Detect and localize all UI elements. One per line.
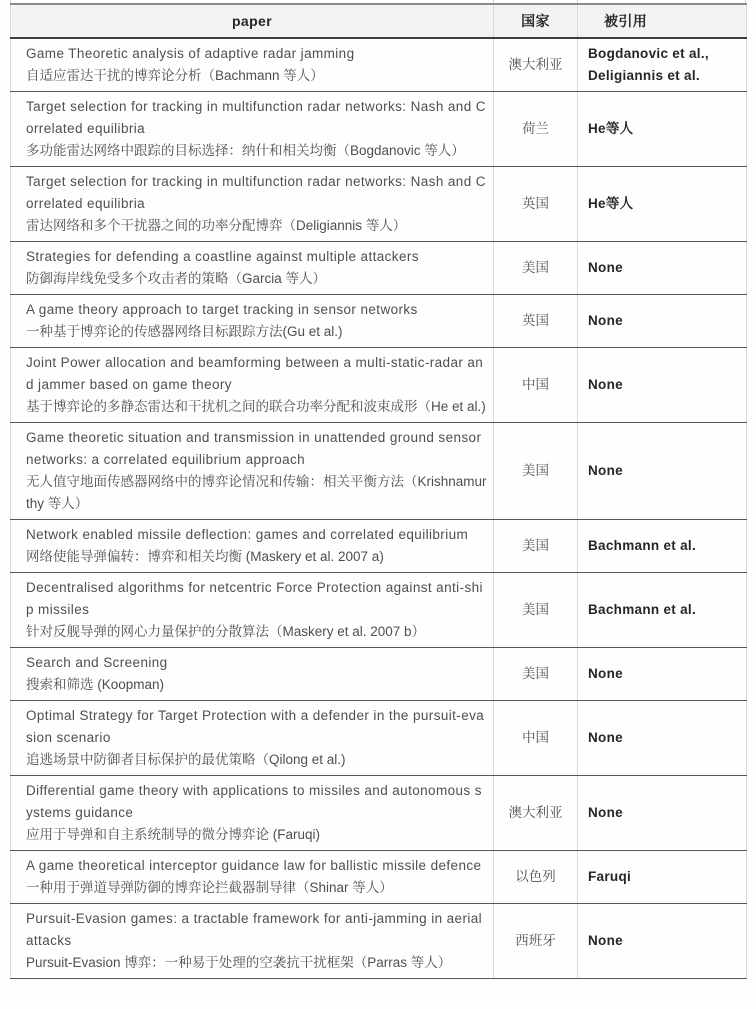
paper-title-english: Pursuit-Evasion games: a tractable framework for anti-jamming in aerial attacks: [26, 911, 483, 948]
table-row: [11, 348, 747, 423]
paper-cell: [11, 904, 494, 979]
cited-by-cell: None: [578, 648, 747, 701]
paper-title-english: A game theory approach to target tracking in sensor networks: [26, 302, 418, 317]
table-body: [11, 38, 747, 979]
paper-title-english: Target selection for tracking in multifunction radar networks: Nash and Correlated equilibria: [26, 99, 486, 136]
paper-cell: [11, 573, 494, 648]
paper-cell: [11, 92, 494, 167]
paper-title-chinese: 雷达网络和多个干扰器之间的功率分配博弈（Deligiannis 等人）: [26, 218, 407, 233]
column-header-paper: paper: [11, 4, 494, 38]
paper-cell: [11, 520, 494, 573]
table-row: [11, 701, 747, 776]
paper-cell: [11, 295, 494, 348]
paper-title-english: Optimal Strategy for Target Protection with a defender in the pursuit-evasion scenario: [26, 708, 485, 745]
paper-title-english: Differential game theory with applications to missiles and autonomous systems guidance: [26, 783, 482, 820]
paper-title-english: Game Theoretic analysis of adaptive radar jamming: [26, 46, 355, 61]
column-border-stub: [493, 0, 494, 3]
country-cell: 美国: [494, 573, 578, 648]
cited-by-cell: He等人: [578, 167, 747, 242]
country-cell: 以色列: [494, 851, 578, 904]
cited-by-cell: Bogdanovic et al., Deligiannis et al.: [578, 38, 747, 92]
country-cell: 美国: [494, 520, 578, 573]
paper-cell: [11, 648, 494, 701]
cited-by-cell: None: [578, 295, 747, 348]
country-cell: 美国: [494, 242, 578, 295]
paper-title-chinese: 一种用于弹道导弹防御的博弈论拦截器制导律（Shinar 等人）: [26, 880, 393, 895]
table-row: [11, 167, 747, 242]
column-border-stub: [745, 0, 746, 3]
paper-title-english: Target selection for tracking in multifunction radar networks: Nash and Correlated equilibria: [26, 174, 486, 211]
country-cell: 英国: [494, 295, 578, 348]
country-cell: 荷兰: [494, 92, 578, 167]
table-row: [11, 38, 747, 92]
cited-by-cell: Bachmann et al.: [578, 573, 747, 648]
paper-title-english: A game theoretical interceptor guidance law for ballistic missile defence: [26, 858, 482, 873]
paper-title-english: Strategies for defending a coastline against multiple attackers: [26, 249, 419, 264]
paper-title-chinese: 无人值守地面传感器网络中的博弈论情况和传输：相关平衡方法（Krishnamurthy 等人）: [26, 474, 487, 511]
paper-title-chinese: 防御海岸线免受多个攻击者的策略（Garcia 等人）: [26, 271, 327, 286]
column-header-country: 国家: [494, 4, 578, 38]
cited-by-cell: None: [578, 242, 747, 295]
paper-title-chinese: 基于博弈论的多静态雷达和干扰机之间的联合功率分配和波束成形（He et al.): [26, 399, 486, 414]
country-cell: 中国: [494, 348, 578, 423]
table-row: [11, 520, 747, 573]
paper-title-chinese: 一种基于博弈论的传感器网络目标跟踪方法(Gu et al.): [26, 324, 343, 339]
table-row: [11, 242, 747, 295]
paper-cell: [11, 701, 494, 776]
paper-cell: [11, 851, 494, 904]
cited-by-cell: He等人: [578, 92, 747, 167]
country-cell: 美国: [494, 648, 578, 701]
table-row: [11, 423, 747, 520]
paper-cell: [11, 38, 494, 92]
paper-cell: [11, 348, 494, 423]
table-top-cutoff: [10, 0, 746, 3]
table-row: [11, 904, 747, 979]
paper-title-chinese: 搜索和筛选 (Koopman): [26, 677, 165, 692]
paper-title-chinese: 追逃场景中防御者目标保护的最优策略（Qilong et al.): [26, 752, 346, 767]
cited-by-cell: Bachmann et al.: [578, 520, 747, 573]
paper-title-chinese: 网络使能导弹偏转：博弈和相关均衡 (Maskery et al. 2007 a): [26, 549, 384, 564]
country-cell: 英国: [494, 167, 578, 242]
cited-by-cell: Faruqi: [578, 851, 747, 904]
paper-title-chinese: 多功能雷达网络中跟踪的目标选择：纳什和相关均衡（Bogdanovic 等人）: [26, 143, 465, 158]
cited-by-cell: None: [578, 904, 747, 979]
cited-by-cell: None: [578, 776, 747, 851]
header-row: [11, 4, 747, 38]
table-header: [11, 4, 747, 38]
paper-cell: [11, 167, 494, 242]
paper-title-english: Decentralised algorithms for netcentric Force Protection against anti-ship missiles: [26, 580, 483, 617]
country-cell: 西班牙: [494, 904, 578, 979]
paper-cell: [11, 423, 494, 520]
paper-title-chinese: 应用于导弹和自主系统制导的微分博弈论 (Faruqi): [26, 827, 321, 842]
paper-title-english: Joint Power allocation and beamforming between a multi-static-radar and jammer based on game theory: [26, 355, 484, 392]
column-border-stub: [10, 0, 11, 3]
cited-by-cell: None: [578, 423, 747, 520]
country-cell: 澳大利亚: [494, 38, 578, 92]
country-cell: 美国: [494, 423, 578, 520]
table-row: [11, 648, 747, 701]
cited-by-cell: None: [578, 348, 747, 423]
column-border-stub: [577, 0, 578, 3]
table-row: [11, 851, 747, 904]
country-cell: 澳大利亚: [494, 776, 578, 851]
paper-title-chinese: Pursuit-Evasion 博弈：一种易于处理的空袭抗干扰框架（Parras 等人）: [26, 955, 452, 970]
papers-table: [10, 3, 747, 979]
table-row: [11, 295, 747, 348]
cited-by-cell: None: [578, 701, 747, 776]
paper-cell: [11, 242, 494, 295]
country-cell: 中国: [494, 701, 578, 776]
paper-title-english: Search and Screening: [26, 655, 168, 670]
paper-title-english: Network enabled missile deflection: games and correlated equilibrium: [26, 527, 469, 542]
paper-cell: [11, 776, 494, 851]
paper-title-chinese: 针对反舰导弹的网心力量保护的分散算法（Maskery et al. 2007 b）: [26, 624, 426, 639]
paper-title-english: Game theoretic situation and transmission in unattended ground sensor networks: a correlated equilibrium approach: [26, 430, 482, 467]
paper-title-chinese: 自适应雷达干扰的博弈论分析（Bachmann 等人）: [26, 68, 324, 83]
table-row: [11, 776, 747, 851]
column-header-cited-by: 被引用: [578, 4, 747, 38]
table-row: [11, 92, 747, 167]
table-row: [11, 573, 747, 648]
